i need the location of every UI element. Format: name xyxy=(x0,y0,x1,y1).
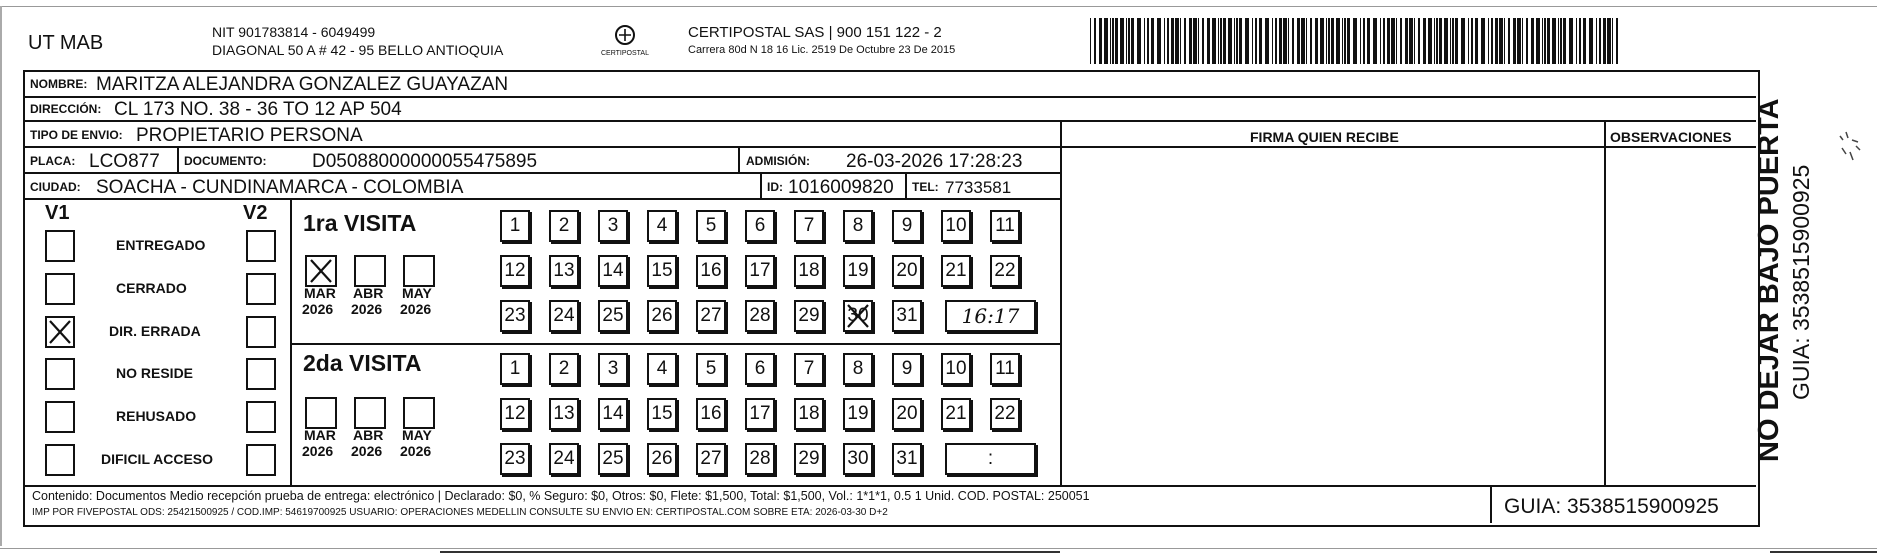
barcode-bar xyxy=(1418,18,1420,64)
day-box[interactable]: 17 xyxy=(745,398,775,430)
day-box[interactable]: 6 xyxy=(745,353,775,385)
month-label: MAR xyxy=(304,285,336,301)
barcode-bar xyxy=(1099,18,1102,64)
barcode-bar xyxy=(1452,18,1454,64)
month-checkbox[interactable] xyxy=(305,397,337,429)
barcode-bar xyxy=(1552,18,1556,64)
day-box[interactable]: 14 xyxy=(598,255,628,287)
certipostal-logo xyxy=(598,22,652,62)
barcode-bar xyxy=(1297,18,1300,64)
barcode-bar xyxy=(1189,18,1192,64)
barcode-bar xyxy=(1576,18,1577,64)
day-box[interactable]: 23 xyxy=(500,443,530,475)
barcode-bar xyxy=(1167,18,1169,64)
barcode-bar xyxy=(1180,18,1181,64)
barcode-bar xyxy=(1616,18,1618,64)
barcode-bar xyxy=(1320,18,1324,64)
barcode-bar xyxy=(1396,18,1397,64)
barcode-bar xyxy=(1387,18,1390,64)
status-label: NO RESIDE xyxy=(116,365,194,381)
barcode-bar xyxy=(1292,18,1294,64)
barcode-bar xyxy=(1245,18,1249,64)
barcode-bar xyxy=(1255,18,1257,64)
barcode-bar xyxy=(1175,18,1179,64)
v1-checkbox[interactable] xyxy=(45,358,75,390)
day-box[interactable]: 12 xyxy=(500,398,530,430)
barcode-bar xyxy=(1094,18,1096,64)
barcode xyxy=(1090,18,1620,64)
day-box[interactable]: 12 xyxy=(500,255,530,287)
status-label: DIFICIL ACCESO xyxy=(101,451,214,467)
barcode-bar xyxy=(1310,18,1312,64)
barcode-bar xyxy=(1344,18,1346,64)
admision-value: 26-03-2026 17:28:23 xyxy=(846,151,1023,172)
v2-checkbox[interactable] xyxy=(246,401,276,433)
barcode-bar xyxy=(1137,18,1141,64)
second-visit-time[interactable]: : xyxy=(945,443,1036,475)
barcode-bar xyxy=(1471,18,1473,64)
day-box[interactable]: 26 xyxy=(647,443,677,475)
observaciones-header: OBSERVACIONES xyxy=(1610,129,1732,145)
barcode-bar xyxy=(1288,18,1289,64)
day-box[interactable]: 6 xyxy=(745,210,775,242)
day-box[interactable]: 4 xyxy=(647,210,677,242)
barcode-bar xyxy=(1367,18,1370,64)
firma-header: FIRMA QUIEN RECIBE xyxy=(1250,129,1399,145)
month-checkbox[interactable] xyxy=(305,255,337,287)
barcode-bar xyxy=(1275,18,1277,64)
barcode-bar xyxy=(1391,18,1395,64)
day-box[interactable]: 21 xyxy=(941,398,971,430)
barcode-bar xyxy=(1589,18,1593,64)
barcode-bar xyxy=(1455,18,1458,64)
side-guia: GUIA: 3538515900925 xyxy=(1788,164,1814,400)
barcode-bar xyxy=(1526,18,1528,64)
second-visit-title: 2da VISITA xyxy=(303,350,422,376)
barcode-bar xyxy=(1547,18,1550,64)
v2-checkbox[interactable] xyxy=(246,273,276,305)
tel-label: TEL: xyxy=(912,180,939,194)
day-box[interactable]: 25 xyxy=(598,300,628,332)
v2-checkbox[interactable] xyxy=(246,230,276,262)
handwritten-mark xyxy=(1836,130,1864,170)
barcode-bar xyxy=(1193,18,1197,64)
first-visit-title: 1ra VISITA xyxy=(303,210,417,236)
v2-checkbox[interactable] xyxy=(246,358,276,390)
day-box[interactable]: 26 xyxy=(647,300,677,332)
barcode-bar xyxy=(1353,18,1357,64)
day-box[interactable]: 29 xyxy=(794,443,824,475)
barcode-bar xyxy=(1495,18,1498,64)
month-year: 2026 xyxy=(351,443,383,459)
footer-guia: GUIA: 3538515900925 xyxy=(1504,495,1719,518)
day-box[interactable]: 15 xyxy=(647,255,677,287)
barcode-bar xyxy=(1184,18,1186,64)
barcode-bar xyxy=(1306,18,1307,64)
day-box[interactable]: 5 xyxy=(696,210,726,242)
barcode-bar xyxy=(1544,18,1546,64)
month-label: ABR xyxy=(353,285,384,301)
day-box[interactable]: 24 xyxy=(549,443,579,475)
day-box[interactable]: 22 xyxy=(990,255,1020,287)
barcode-bar xyxy=(1499,18,1503,64)
month-label: ABR xyxy=(353,427,384,443)
admision-label: ADMISIÓN: xyxy=(746,154,810,168)
day-box[interactable]: 16 xyxy=(696,255,726,287)
barcode-bar xyxy=(1104,18,1108,64)
day-box[interactable]: 11 xyxy=(990,210,1020,242)
barcode-bar xyxy=(1239,18,1242,64)
barcode-bar xyxy=(1400,18,1402,64)
nombre-value: MARITZA ALEJANDRA GONZALEZ GUAYAZAN xyxy=(96,74,509,95)
barcode-bar xyxy=(1202,18,1204,64)
day-box[interactable]: 21 xyxy=(941,255,971,287)
barcode-bar xyxy=(1409,18,1413,64)
v2-header: V2 xyxy=(243,202,268,224)
barcode-bar xyxy=(1171,18,1174,64)
barcode-bar xyxy=(1444,18,1448,64)
v1-checkbox[interactable] xyxy=(45,273,75,305)
barcode-bar xyxy=(1373,18,1377,64)
tel-value: 7733581 xyxy=(945,178,1012,197)
day-box[interactable]: 18 xyxy=(794,255,824,287)
barcode-bar xyxy=(1220,18,1222,64)
month-label: MAY xyxy=(402,285,432,301)
day-box[interactable]: 2 xyxy=(549,353,579,385)
month-year: 2026 xyxy=(302,443,334,459)
barcode-bar xyxy=(1157,18,1161,64)
barcode-bar xyxy=(1522,18,1523,64)
barcode-bar xyxy=(1488,18,1489,64)
barcode-bar xyxy=(1326,18,1327,64)
barcode-bar xyxy=(1363,18,1365,64)
day-box[interactable]: 3 xyxy=(598,210,628,242)
barcode-bar xyxy=(1569,18,1573,64)
barcode-bar xyxy=(1531,18,1534,64)
month-checkbox[interactable] xyxy=(354,255,386,287)
barcode-bar xyxy=(1236,18,1238,64)
nombre-label: NOMBRE: xyxy=(30,77,88,91)
company-nit: NIT 901783814 - 6049499 xyxy=(212,24,376,40)
barcode-bar xyxy=(1126,18,1127,64)
svg-text:CERTIPOSTAL: CERTIPOSTAL xyxy=(601,50,649,57)
footer-content: Contenido: Documentos Medio recepción prueba de entrega: electrónico | Declarado: $0, % Seguro: $0, Otros: $0, Flete: $1,500, Total: $1,500, Vol.: 1*1*1, 0.5 1 Unid. COD. POSTAL: 250051 xyxy=(32,489,1090,503)
day-box[interactable]: 19 xyxy=(843,398,873,430)
v1-checkbox[interactable] xyxy=(45,316,75,348)
barcode-bar xyxy=(1347,18,1350,64)
day-box[interactable]: 7 xyxy=(794,210,824,242)
day-box[interactable]: 25 xyxy=(598,443,628,475)
barcode-bar xyxy=(1560,18,1562,64)
day-box[interactable]: 8 xyxy=(843,353,873,385)
barcode-bar xyxy=(1542,18,1543,64)
day-box[interactable]: 13 xyxy=(549,255,579,287)
day-box[interactable]: 28 xyxy=(745,300,775,332)
direccion-value: CL 173 NO. 38 - 36 TO 12 AP 504 xyxy=(114,99,402,120)
barcode-bar xyxy=(1434,18,1435,64)
barcode-bar xyxy=(1110,18,1111,64)
day-box[interactable]: 23 xyxy=(500,300,530,332)
day-box[interactable]: 10 xyxy=(941,210,971,242)
day-box[interactable]: 30 xyxy=(843,300,873,332)
v1-checkbox[interactable] xyxy=(45,230,75,262)
barcode-bar xyxy=(1283,18,1287,64)
month-label: MAR xyxy=(304,427,336,443)
barcode-bar xyxy=(1223,18,1226,64)
barcode-bar xyxy=(1436,18,1438,64)
day-box[interactable]: 19 xyxy=(843,255,873,287)
barcode-bar xyxy=(1405,18,1408,64)
barcode-bar xyxy=(1380,18,1381,64)
day-box[interactable]: 10 xyxy=(941,353,971,385)
id-label: ID: xyxy=(767,180,783,194)
documento-label: DOCUMENTO: xyxy=(184,154,267,168)
barcode-bar xyxy=(1272,18,1273,64)
placa-value: LCO877 xyxy=(89,151,160,172)
id-value: 1016009820 xyxy=(788,177,894,198)
first-visit-time[interactable]: 16:17 xyxy=(945,300,1036,332)
month-year: 2026 xyxy=(302,301,334,317)
barcode-bar xyxy=(1279,18,1282,64)
barcode-bar xyxy=(1144,18,1145,64)
barcode-bar xyxy=(1128,18,1130,64)
barcode-bar xyxy=(1579,18,1581,64)
month-label: MAY xyxy=(402,427,432,443)
barcode-bar xyxy=(1428,18,1432,64)
barcode-bar xyxy=(1259,18,1262,64)
barcode-bar xyxy=(1517,18,1521,64)
barcode-bar xyxy=(1603,18,1606,64)
barcode-bar xyxy=(1450,18,1451,64)
barcode-bar xyxy=(1131,18,1134,64)
day-box[interactable]: 2 xyxy=(549,210,579,242)
month-year: 2026 xyxy=(400,443,432,459)
day-box[interactable]: 29 xyxy=(794,300,824,332)
barcode-bar xyxy=(1252,18,1253,64)
month-checkbox[interactable] xyxy=(403,397,435,429)
tipo-envio-value: PROPIETARIO PERSONA xyxy=(136,125,363,146)
day-box[interactable]: 27 xyxy=(696,300,726,332)
v1-checkbox[interactable] xyxy=(45,444,75,476)
barcode-bar xyxy=(1115,18,1118,64)
barcode-bar xyxy=(1315,18,1318,64)
barcode-bar xyxy=(1536,18,1540,64)
day-box[interactable]: 30 xyxy=(843,443,873,475)
day-box[interactable]: 28 xyxy=(745,443,775,475)
barcode-bar xyxy=(1599,18,1601,64)
day-box[interactable]: 31 xyxy=(892,300,922,332)
barcode-bar xyxy=(1301,18,1305,64)
tipo-envio-label: TIPO DE ENVIO: xyxy=(30,128,123,142)
day-box[interactable]: 20 xyxy=(892,255,922,287)
barcode-bar xyxy=(1198,18,1199,64)
barcode-bar xyxy=(1360,18,1361,64)
day-box[interactable]: 15 xyxy=(647,398,677,430)
barcode-bar xyxy=(1612,18,1613,64)
v1-header: V1 xyxy=(45,202,70,224)
month-year: 2026 xyxy=(351,301,383,317)
barcode-bar xyxy=(1481,18,1485,64)
barcode-bar xyxy=(1090,18,1091,64)
day-box[interactable]: 16 xyxy=(696,398,726,430)
month-checkbox[interactable] xyxy=(403,255,435,287)
day-box[interactable]: 18 xyxy=(794,398,824,430)
day-box[interactable]: 31 xyxy=(892,443,922,475)
barcode-bar xyxy=(1607,18,1611,64)
ciudad-value: SOACHA - CUNDINAMARCA - COLOMBIA xyxy=(96,177,464,198)
status-label: ENTREGADO xyxy=(116,237,206,253)
month-checkbox[interactable] xyxy=(354,397,386,429)
barcode-bar xyxy=(1265,18,1269,64)
day-box[interactable]: 8 xyxy=(843,210,873,242)
barcode-bar xyxy=(1207,18,1210,64)
status-label: DIR. ERRADA xyxy=(109,323,201,339)
barcode-bar xyxy=(1328,18,1330,64)
barcode-bar xyxy=(1468,18,1469,64)
barcode-bar xyxy=(1558,18,1559,64)
carrier-name: CERTIPOSTAL SAS | 900 151 122 - 2 xyxy=(688,24,942,41)
day-box[interactable]: 1 xyxy=(500,353,530,385)
carrier-license: Carrera 80d N 18 16 Lic. 2519 De Octubre 23 De 2015 xyxy=(688,44,956,56)
day-box[interactable]: 3 xyxy=(598,353,628,385)
direccion-label: DIRECCIÓN: xyxy=(30,102,102,116)
barcode-bar xyxy=(1475,18,1478,64)
barcode-bar xyxy=(1120,18,1124,64)
ciudad-label: CIUDAD: xyxy=(30,180,81,194)
barcode-bar xyxy=(1147,18,1149,64)
documento-value: D05088000000055475895 xyxy=(312,151,538,172)
day-box[interactable]: 11 xyxy=(990,353,1020,385)
no-dejar-warning: NO DEJAR BAJO PUERTA xyxy=(1753,98,1785,462)
day-box[interactable]: 9 xyxy=(892,353,922,385)
barcode-bar xyxy=(1331,18,1334,64)
barcode-bar xyxy=(1342,18,1343,64)
barcode-bar xyxy=(1504,18,1505,64)
v1-checkbox[interactable] xyxy=(45,401,75,433)
barcode-bar xyxy=(1491,18,1493,64)
company-address: DIAGONAL 50 A # 42 - 95 BELLO ANTIOQUIA xyxy=(212,42,504,58)
barcode-bar xyxy=(1212,18,1216,64)
footer-print-info: IMP POR FIVEPOSTAL ODS: 25421500925 / COD.IMP: 54619700925 USUARIO: OPERACIONES MEDELLIN CONSULTE SU ENVIO EN: CERTIPOSTAL.COM SOBRE ETA: 2026-03-30 D+2 xyxy=(32,507,888,518)
placa-label: PLACA: xyxy=(30,154,76,168)
barcode-bar xyxy=(1414,18,1415,64)
day-box[interactable]: 20 xyxy=(892,398,922,430)
day-box[interactable]: 14 xyxy=(598,398,628,430)
day-box[interactable]: 27 xyxy=(696,443,726,475)
barcode-bar xyxy=(1218,18,1219,64)
day-box[interactable]: 9 xyxy=(892,210,922,242)
barcode-bar xyxy=(1513,18,1516,64)
company-name: UT MAB xyxy=(28,32,104,54)
barcode-bar xyxy=(1583,18,1586,64)
v2-checkbox[interactable] xyxy=(246,316,276,348)
day-box[interactable]: 13 xyxy=(549,398,579,430)
day-box[interactable]: 1 xyxy=(500,210,530,242)
barcode-bar xyxy=(1228,18,1232,64)
day-box[interactable]: 4 xyxy=(647,353,677,385)
barcode-bar xyxy=(1423,18,1426,64)
day-box[interactable]: 5 xyxy=(696,353,726,385)
barcode-bar xyxy=(1461,18,1465,64)
barcode-bar xyxy=(1151,18,1154,64)
barcode-bar xyxy=(1336,18,1340,64)
day-box[interactable]: 17 xyxy=(745,255,775,287)
barcode-bar xyxy=(1596,18,1597,64)
day-box[interactable]: 7 xyxy=(794,353,824,385)
status-label: CERRADO xyxy=(116,280,187,296)
barcode-bar xyxy=(1112,18,1114,64)
month-year: 2026 xyxy=(400,301,432,317)
barcode-bar xyxy=(1508,18,1510,64)
barcode-bar xyxy=(1234,18,1235,64)
barcode-bar xyxy=(1439,18,1442,64)
barcode-bar xyxy=(1164,18,1165,64)
barcode-bar xyxy=(1383,18,1385,64)
status-label: REHUSADO xyxy=(116,408,197,424)
day-box[interactable]: 24 xyxy=(549,300,579,332)
barcode-bar xyxy=(1563,18,1566,64)
v2-checkbox[interactable] xyxy=(246,444,276,476)
day-box[interactable]: 22 xyxy=(990,398,1020,430)
